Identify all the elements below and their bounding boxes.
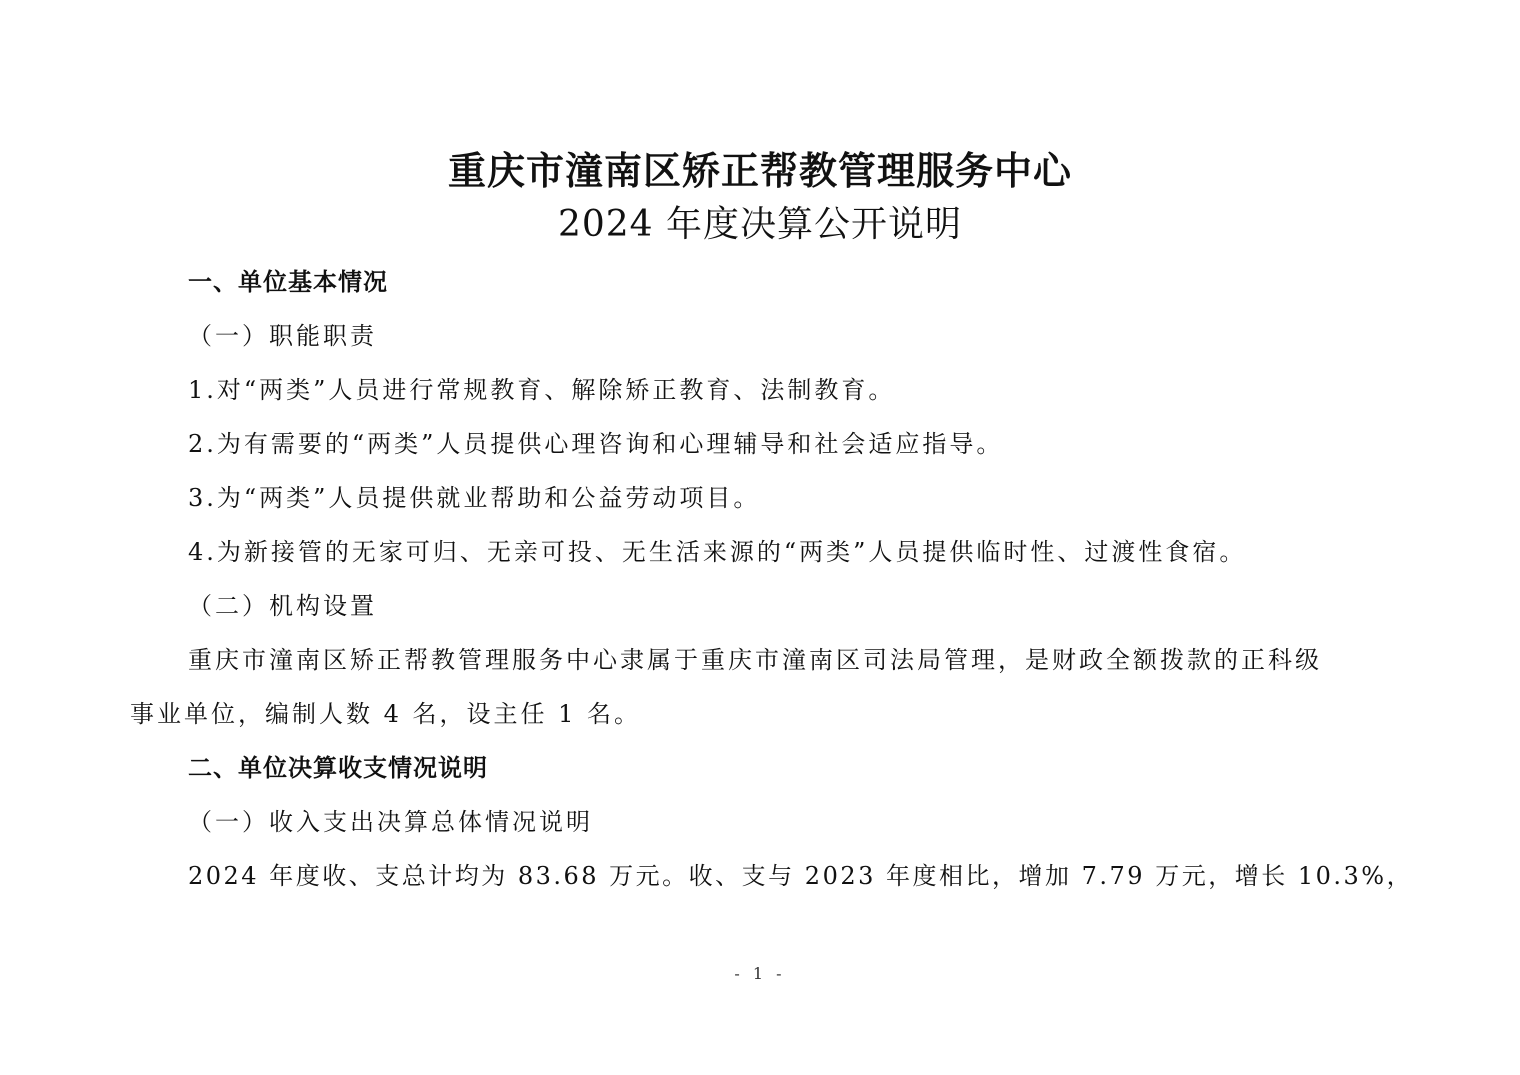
- duty-item-2: 2.为有需要的“两类”人员提供心理咨询和心理辅导和社会适应指导。: [188, 430, 1004, 458]
- section-heading-budget: 二、单位决算收支情况说明: [188, 754, 488, 782]
- duty-item-1: 1.对“两类”人员进行常规教育、解除矫正教育、法制教育。: [188, 376, 896, 404]
- subsection-heading-duties: （一）职能职责: [188, 322, 377, 350]
- duty-item-3: 3.为“两类”人员提供就业帮助和公益劳动项目。: [188, 484, 761, 512]
- page-number: - 1 -: [734, 964, 786, 983]
- summary-paragraph-line: 2024 年度收、支总计均为 83.68 万元。收、支与 2023 年度相比，增加 7.79 万元，增长 10.3%，: [188, 862, 1414, 890]
- subsection-heading-income-expense: （一）收入支出决算总体情况说明: [188, 808, 593, 836]
- section-heading-basic-info: 一、单位基本情况: [188, 268, 388, 296]
- organization-paragraph-line-2: 事业单位，编制人数 4 名，设主任 1 名。: [130, 700, 642, 728]
- document-subtitle: 2024 年度决算公开说明: [557, 204, 963, 245]
- organization-paragraph-line-1: 重庆市潼南区矫正帮教管理服务中心隶属于重庆市潼南区司法局管理，是财政全额拨款的正科级: [188, 646, 1322, 674]
- document-title: 重庆市潼南区矫正帮教管理服务中心: [447, 148, 1072, 193]
- duty-item-4: 4.为新接管的无家可归、无亲可投、无生活来源的“两类”人员提供临时性、过渡性食宿。: [188, 538, 1247, 566]
- subsection-heading-organization: （二）机构设置: [188, 592, 377, 620]
